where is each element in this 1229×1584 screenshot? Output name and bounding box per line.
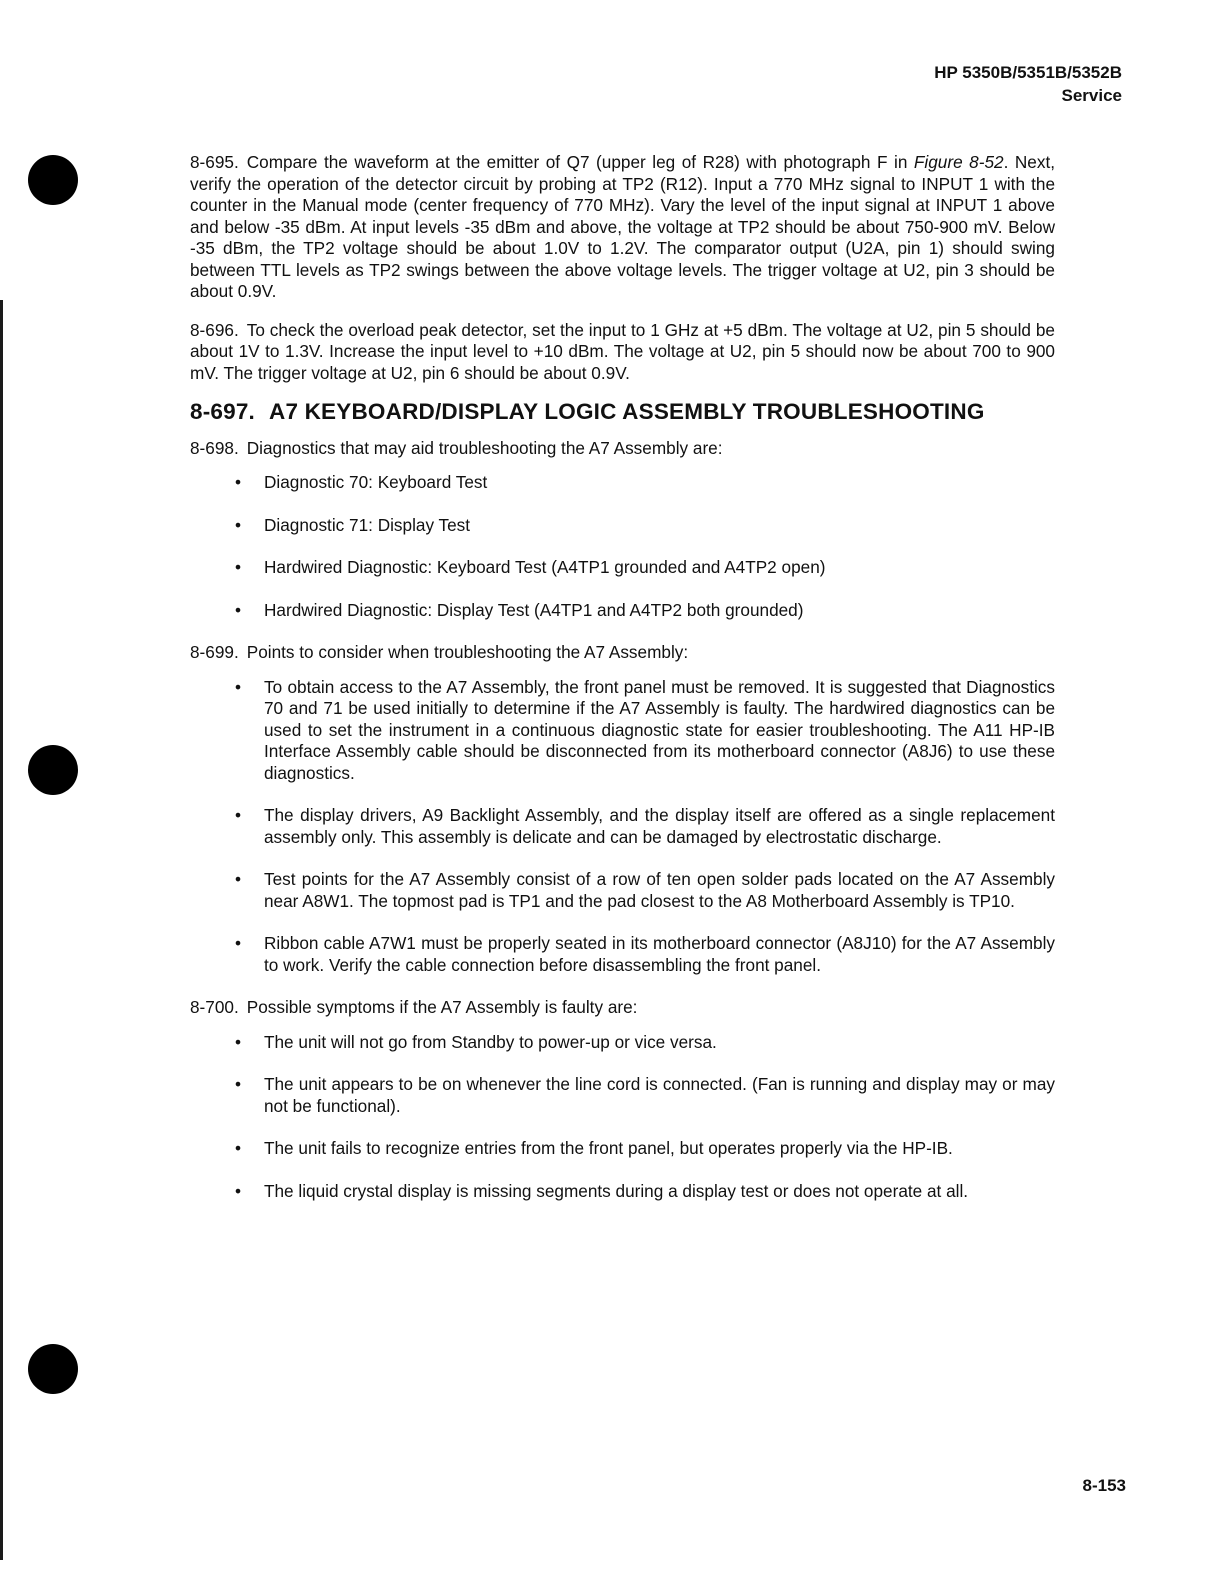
paragraph-8-700 <box>190 997 1055 1019</box>
punch-hole-middle <box>28 745 78 795</box>
list-item: • Diagnostic 71: Display Test <box>190 515 1055 537</box>
paragraph-text: Points to consider when troubleshooting the A7 Assembly: <box>246 642 689 662</box>
paragraph-number: 8-699. <box>190 642 239 662</box>
section-heading <box>190 401 1055 423</box>
section-heading-number: 8-697. <box>190 399 255 424</box>
list-item: • The liquid crystal display is missing segments during a display test or does not operate at all. <box>190 1181 1055 1203</box>
paragraph-number: 8-696. <box>190 319 239 340</box>
figure-reference: Figure 8-52 <box>913 152 1004 172</box>
paragraph-8-696 <box>190 320 1055 385</box>
page-number: 8-153 <box>1082 1476 1126 1495</box>
paragraph-text: To check the overload peak detector, set the input to 1 GHz at +5 dBm. The voltage at U2, pin 5 should be about 1V to 1.3V. Increase the input level to +10 dBm. The voltage at U2, pin 5 should now be about 700 to 900 mV. The trigger voltage at U2, pin 6 should be about 0.9V. <box>190 319 1055 383</box>
paragraph-number: 8-695. <box>190 152 239 172</box>
paragraph-text: Possible symptoms if the A7 Assembly is faulty are: <box>246 997 638 1017</box>
paragraph-8-699 <box>190 642 1055 664</box>
punch-hole-top <box>28 155 78 205</box>
list-item: • Ribbon cable A7W1 must be properly seated in its motherboard connector (A8J10) for the A7 Assembly to work. Verify the cable connection before disassembling the front panel. <box>190 933 1055 976</box>
paragraph-8-698 <box>190 438 1055 460</box>
header-model: HP 5350B/5351B/5352B <box>934 63 1122 82</box>
troubleshooting-points-list <box>190 677 1055 977</box>
paragraph-text: Compare the waveform at the emitter of Q7 (upper leg of R28) with photograph F in <box>246 152 914 172</box>
list-item: • The unit fails to recognize entries from the front panel, but operates properly via the HP-IB. <box>190 1138 1055 1160</box>
paragraph-number: 8-698. <box>190 437 239 458</box>
header-section: Service <box>1061 86 1122 105</box>
paragraph-text: Diagnostics that may aid troubleshooting the A7 Assembly are: <box>246 437 723 458</box>
list-item: • Hardwired Diagnostic: Display Test (A4TP1 and A4TP2 both grounded) <box>190 600 1055 622</box>
binding-edge <box>0 300 3 1560</box>
list-item: • To obtain access to the A7 Assembly, the front panel must be removed. It is suggested that Diagnostics 70 and 71 be used initially to determine if the A7 Assembly is faulty. The hardwired diagnostics can be used to set the instrument in a continuous diagnostic state for easier troubleshooting. The A11 HP-IB Interface Assembly cable should be disconnected from its motherboard connector (A8J6) to use these diagnostics. <box>190 677 1055 785</box>
page-header <box>934 61 1122 107</box>
symptoms-list <box>190 1032 1055 1203</box>
diagnostics-list <box>190 472 1055 621</box>
list-item: • Hardwired Diagnostic: Keyboard Test (A4TP1 grounded and A4TP2 open) <box>190 557 1055 579</box>
list-item: • The unit appears to be on whenever the line cord is connected. (Fan is running and display may or may not be functional). <box>190 1074 1055 1117</box>
list-item: • The display drivers, A9 Backlight Assembly, and the display itself are offered as a single replacement assembly only. This assembly is delicate and can be damaged by electrostatic discharge. <box>190 805 1055 848</box>
page-body <box>190 152 1055 1223</box>
list-item: • Diagnostic 70: Keyboard Test <box>190 472 1055 494</box>
list-item: • The unit will not go from Standby to power-up or vice versa. <box>190 1032 1055 1054</box>
list-item: • Test points for the A7 Assembly consist of a row of ten open solder pads located on the A7 Assembly near A8W1. The topmost pad is TP1 and the pad closest to the A8 Motherboard Assembly is TP10. <box>190 869 1055 912</box>
paragraph-8-695 <box>190 152 1055 303</box>
paragraph-number: 8-700. <box>190 997 239 1017</box>
paragraph-text-continued: . Next, verify the operation of the detector circuit by probing at TP2 (R12). Input a 770 MHz signal to INPUT 1 with the counter in the Manual mode (center frequency of 770 MHz). Vary the level of the input signal at INPUT 1 above and below -35 dBm. At input levels -35 dBm and above, the voltage at TP2 should be about 750-900 mV. Below -35 dBm, the TP2 voltage should be about 1.0V to 1.2V. The comparator output (U2A, pin 1) should swing between TTL levels as TP2 swings between the above voltage levels. The trigger voltage at U2, pin 3 should be about 0.9V. <box>190 152 1055 301</box>
punch-hole-bottom <box>28 1344 78 1394</box>
section-heading-title: A7 KEYBOARD/DISPLAY LOGIC ASSEMBLY TROUBLESHOOTING <box>269 399 985 424</box>
